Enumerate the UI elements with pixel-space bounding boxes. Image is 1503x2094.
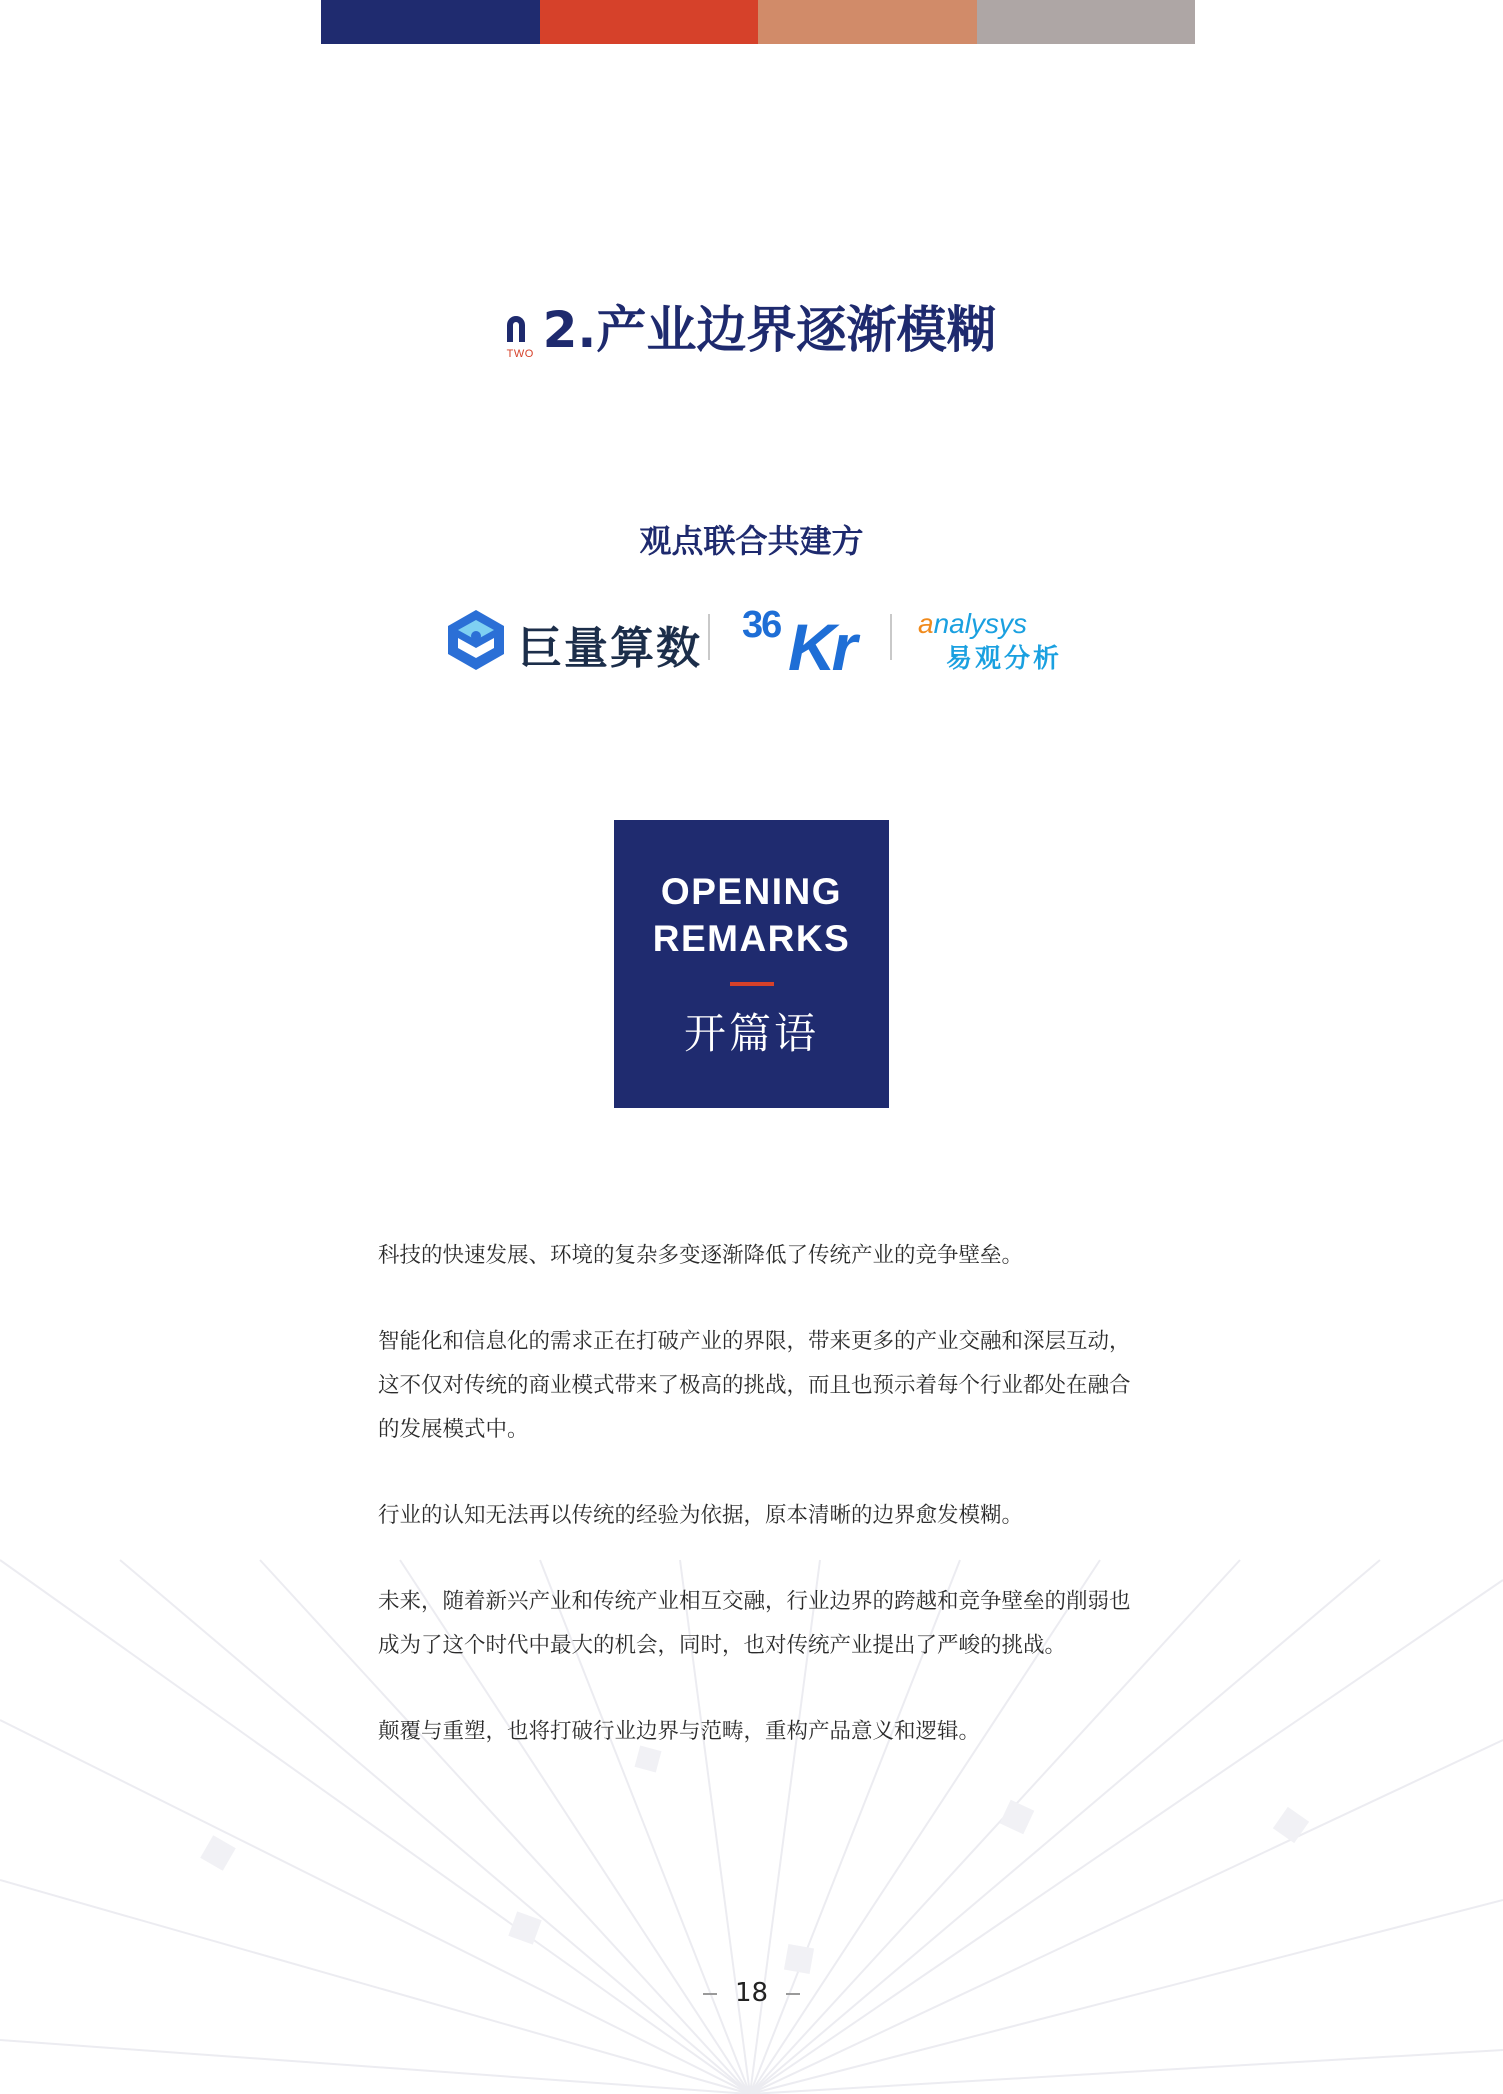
chapter-heading — [0, 282, 1503, 362]
page-number-dash — [703, 1993, 717, 1995]
paragraph: 智能化和信息化的需求正在打破产业的界限，带来更多的产业交融和深层互动，这不仅对传统的商业模式带来了极高的挑战，而且也预示着每个行业都处在融合的发展模式中。 — [378, 1329, 1131, 1442]
opening-zh-title: 开篇语 — [683, 1009, 819, 1058]
opening-accent-bar — [730, 982, 774, 986]
analysys-logo-zh: 易观分析 — [946, 644, 1063, 674]
analysys-logo — [918, 608, 1068, 675]
paragraph: 颠覆与重塑，也将打破行业边界与范畴，重构产品意义和逻辑。 — [378, 1719, 981, 1744]
logo-divider — [708, 614, 710, 660]
page-number-dash — [786, 1993, 800, 1995]
36kr-logo-kr: Kr — [788, 610, 854, 684]
partner-logos — [440, 600, 1063, 684]
chapter-number-label: TWO — [506, 348, 534, 360]
opening-line-2: REMARKS — [652, 918, 851, 959]
body-text — [378, 1234, 1138, 1796]
analysys-logo-initial: a — [918, 608, 934, 639]
36kr-logo-number: 36 — [742, 604, 781, 646]
opening-remarks-box — [614, 820, 889, 1108]
analysys-logo-en — [918, 608, 1068, 640]
page-number — [0, 1978, 1503, 2008]
analysys-logo-rest: nalysys — [933, 608, 1027, 639]
paragraph: 科技的快速发展、环境的复杂多变逐渐降低了传统产业的竞争壁垒。 — [378, 1243, 1024, 1268]
opening-line-1: OPENING — [660, 871, 843, 912]
chapter-number-zero-icon — [507, 298, 533, 362]
juliang-logo-icon — [446, 608, 506, 672]
paragraph: 未来，随着新兴产业和传统产业相互交融，行业边界的跨越和竞争壁垒的削弱也成为了这个时代中最大的机会，同时，也对传统产业提出了严峻的挑战。 — [378, 1589, 1131, 1658]
paragraph: 行业的认知无法再以传统的经验为依据，原本清晰的边界愈发模糊。 — [378, 1503, 1024, 1528]
cobuilders-heading: 观点联合共建方 — [639, 522, 864, 560]
logo-divider — [890, 614, 892, 660]
page-number-value: 18 — [734, 1978, 769, 2008]
juliang-logo-text: 巨量算数 — [518, 623, 702, 674]
chapter-title: 2.产业边界逐渐模糊 — [542, 301, 997, 359]
